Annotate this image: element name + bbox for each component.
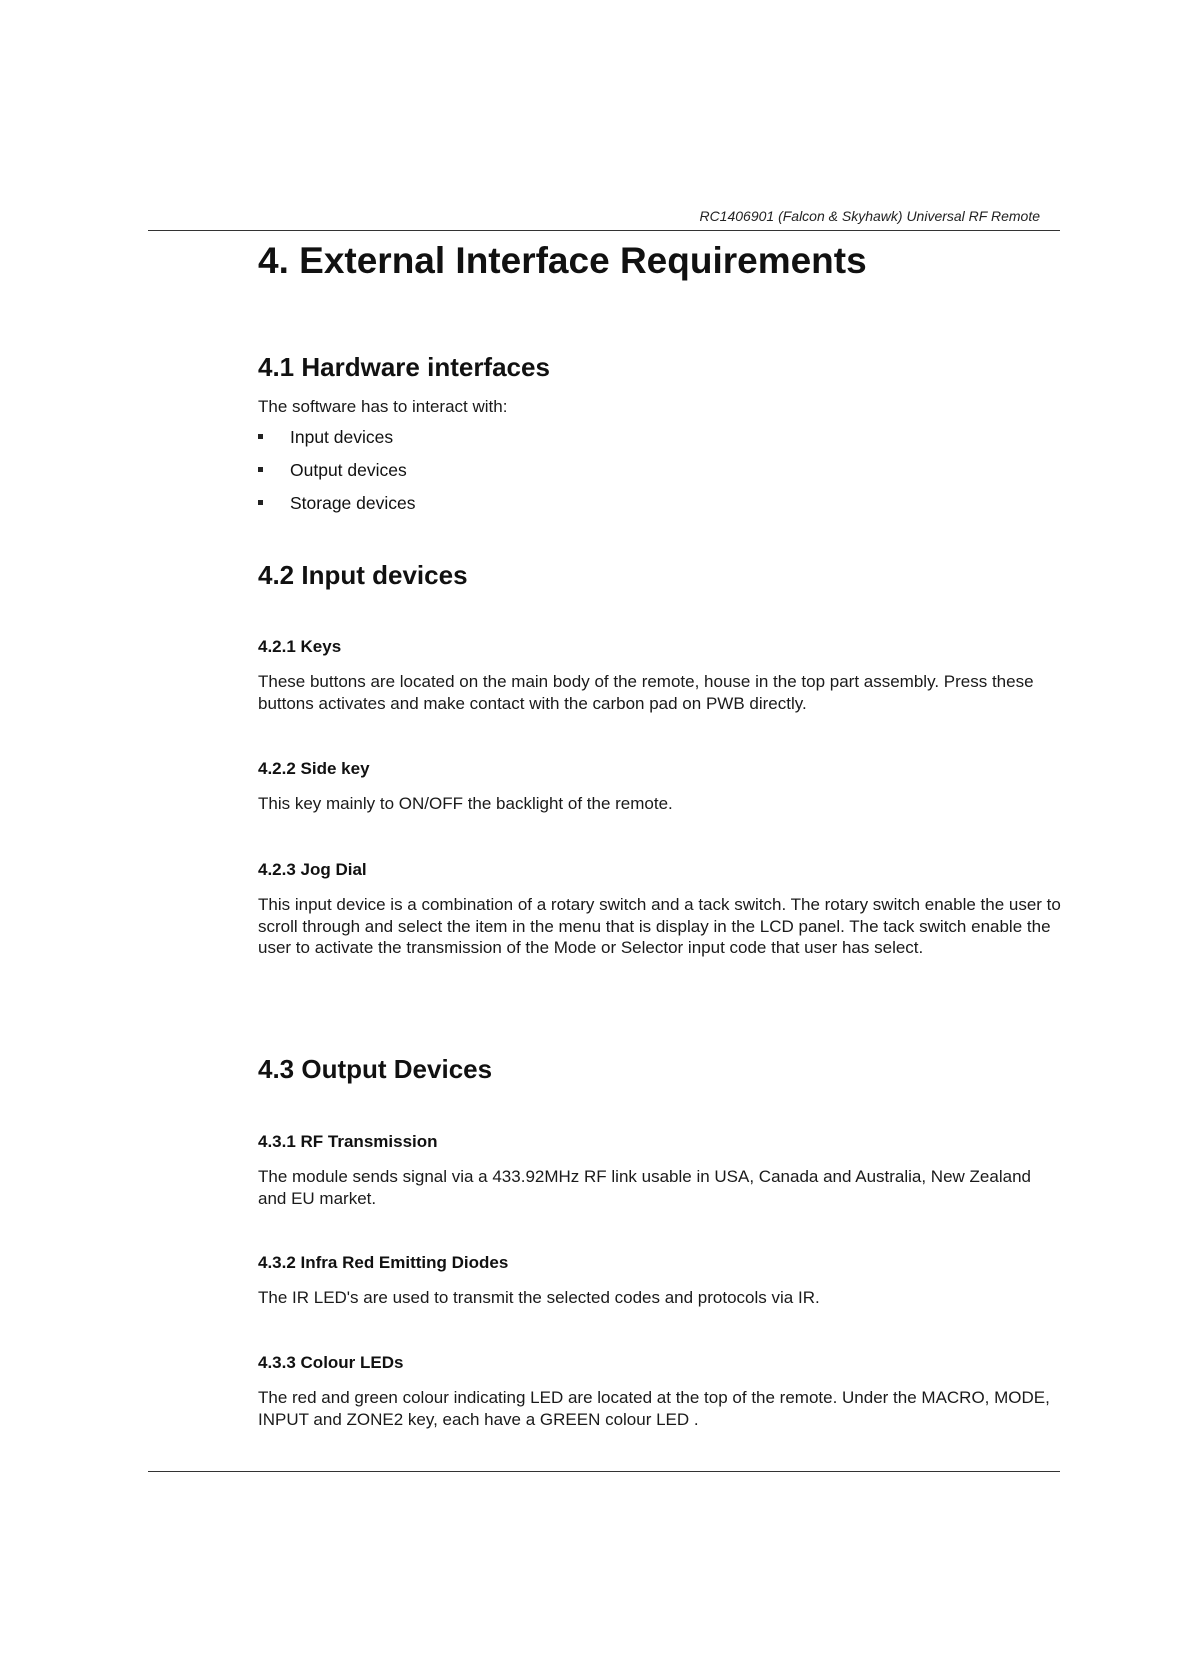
bullet-icon (258, 500, 263, 505)
section-4-3-3-title: 4.3.3 Colour LEDs (258, 1353, 404, 1372)
section-4-2-3-body: This input device is a combination of a rotary switch and a tack switch. The rotary switch enable the user to scroll through and select the item in the menu that is display in the LCD panel. The tack switch enable the user to activate the transmission of the Mode or Selector input code that user has select. (258, 895, 1061, 957)
section-4-2-1-body: These buttons are located on the main body of the remote, house in the top part assembly. Press these buttons activates and make contact with the carbon pad on PWB directly. (258, 672, 1034, 713)
section-4-2-2-body: This key mainly to ON/OFF the backlight of the remote. (258, 794, 673, 813)
section-4-1-intro: The software has to interact with: (258, 397, 508, 416)
document-page: RC1406901 (Falcon & Skyhawk) Universal RF Remote 4. External Interface Requirements 4.1 Hardware interfaces The software has to interact with: Input devices Output devices Storage devices 4.2 Input devices 4.2.1 Keys These buttons are located on the main body of the remote, house in the top part assembly. Press these buttons activates and make contact with the carbon pad on PWB directly. 4.2.2 Side key This key mainly to ON/OFF the backlight of the remote. 4.2.3 Jog Dial This input device is a combination of a rotary switch and a tack switch. The rotary switch enable the user to scroll through and select the item in the menu that is display in the LCD panel. The tack switch enable the user to activate the transmission of the Mode or Selector input code that user has select. 4.3 Output Devices 4.3.1 RF Transmission The module sends signal via a 433.92MHz RF link usable in USA, Canada and Australia, New Zealand and EU market. 4.3.2 Infra Red Emitting Diodes The IR LED's are used to transmit the selected codes and protocols via IR. 4.3.3 Colour LEDs The red and green colour indicating LED are located at the top of the remote. Under the MACRO, MODE, INPUT and ZONE2 key, each have a GREEN colour LED . (0, 0, 1188, 1680)
section-4-2-3-title: 4.2.3 Jog Dial (258, 860, 367, 879)
running-header: RC1406901 (Falcon & Skyhawk) Universal RF Remote (699, 208, 1040, 224)
section-4-2-1-title: 4.2.1 Keys (258, 637, 342, 656)
section-4-3-2-body: The IR LED's are used to transmit the selected codes and protocols via IR. (258, 1288, 820, 1307)
section-4-3-2-title: 4.3.2 Infra Red Emitting Diodes (258, 1253, 509, 1272)
section-4-3-1-body: The module sends signal via a 433.92MHz RF link usable in USA, Canada and Australia, New Zealand and EU market. (258, 1167, 1031, 1208)
section-4-1-title: 4.1 Hardware interfaces (258, 352, 550, 382)
bullet-icon (258, 434, 263, 439)
header-rule (148, 230, 1060, 231)
section-4-3-title: 4.3 Output Devices (258, 1054, 493, 1084)
footer-rule (148, 1471, 1060, 1472)
section-4-3-1-title: 4.3.1 RF Transmission (258, 1132, 438, 1151)
section-4-3-3-body: The red and green colour indicating LED are located at the top of the remote. Under the MACRO, MODE, INPUT and ZONE2 key, each have a GREEN colour LED . (258, 1388, 1050, 1429)
chapter-title: 4. External Interface Requirements (258, 240, 867, 281)
section-4-2-2-title: 4.2.2 Side key (258, 759, 370, 778)
bullet-icon (258, 467, 263, 472)
section-4-2-title: 4.2 Input devices (258, 560, 468, 590)
